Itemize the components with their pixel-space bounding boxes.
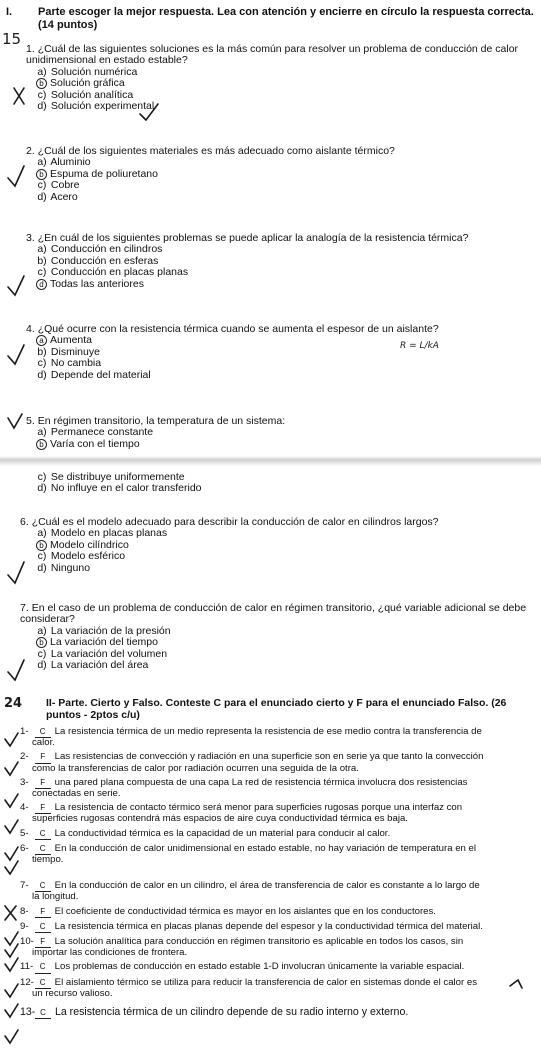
q5-option-a[interactable]: a) Permanece constante	[37, 426, 154, 439]
tf-check-11-icon	[5, 984, 18, 997]
tf-wrong-7-icon	[5, 906, 16, 920]
tf-item-12: 12- C El aislamiento térmico se utiliza para reducir la transferencia de calor en sistemas donde el calor es un recurso valioso.	[20, 976, 477, 999]
tf-answer-6[interactable]: C	[35, 844, 51, 855]
q4-option-b[interactable]: b) Disminuye	[37, 345, 100, 358]
q3-option-a[interactable]: a) Conducción en cilindros	[37, 243, 163, 256]
question-5: 5. En régimen transitorio, la temperatura de un sistema: a) Permanece constante b Varía con el tiempo	[20, 416, 535, 450]
question-2-text: ¿Cuál de los siguientes materiales es más adecuado como aislante térmico?	[37, 145, 395, 157]
q3-option-b[interactable]: b) Conducción en esferas	[37, 254, 159, 267]
question-2: 2. ¿Cuál de los siguientes materiales es más adecuado como aislante térmico? a) Aluminio b Espuma de poliuretano c) Cobre d) Acero	[20, 146, 535, 203]
tf-check-9-icon	[5, 944, 18, 957]
tf-check-2-icon	[5, 762, 18, 775]
tf-item-11: 11- C Los problemas de conducción en estado estable 1-D involucran únicamente la variable espacial.	[20, 961, 465, 973]
section1-roman: I.	[6, 6, 13, 18]
tf-item-7: 7- C En la conducción de calor en un cilindro, el área de transferencia de calor es constante a lo largo de la longitud.	[20, 880, 480, 903]
question-4: 4. ¿Qué ocurre con la resistencia térmica cuando se aumenta el espesor de un aislante? a Aumenta b) Disminuye c) No cambia d) Depende del material	[20, 324, 535, 381]
tf-answer-3[interactable]: F	[35, 778, 51, 789]
section1-score-handwritten: 15	[2, 30, 22, 48]
tf-answer-11[interactable]: C	[35, 962, 51, 973]
q3-option-c[interactable]: c) Conducción en placas planas	[37, 266, 189, 279]
q3-option-d[interactable]: d Todas las anteriores	[36, 279, 535, 290]
tf-item-3: 3- F una pared plana compuesta de una capa La red de resistencia térmica involucra dos resistencias conectadas en serie.	[20, 776, 468, 800]
question-6: 6. ¿Cuál es el modelo adecuado para describir la conducción de calor en cilindros largos? a) Modelo en placas planas b Modelo cilíndrico c) Modelo esférico d) Ninguno	[20, 517, 535, 574]
question-7: 7. En el caso de un problema de conducción de calor en régimen transitorio, ¿qué variable adicional se debe considerar? a) La variación de la presión b La variación del tiempo c) La variación del volumen d) La variación del área	[20, 603, 535, 671]
q4-check-mark-icon	[8, 345, 24, 364]
tf-item-2: 2- F Las resistencias de convección y radiación en una superficie son en serie ya que tanto la convección como la transferencias de calor por radiación ocurren una seguida de la otra.	[20, 751, 484, 774]
q7-check-mark-icon	[8, 660, 24, 680]
q2-option-c[interactable]: c) Cobre	[37, 179, 80, 192]
tf-answer-2[interactable]: F	[35, 752, 51, 763]
margin-pen-stroke-icon	[510, 980, 522, 988]
tf-item-13: 13- C La resistencia térmica de un cilindro depende de su radio interno y externo.	[20, 1006, 409, 1019]
q7-option-a[interactable]: a) La variación de la presión	[37, 624, 171, 637]
tf-check-8-icon	[5, 932, 18, 945]
tf-check-1-icon	[5, 733, 18, 746]
q1-check-mark-icon	[140, 104, 158, 120]
section2-score-handwritten: 24	[4, 696, 23, 711]
tf-answer-5[interactable]: C	[35, 829, 51, 840]
q5-option-d[interactable]: d) No influye en el calor transferido	[37, 482, 202, 495]
q5-mark-icon	[8, 414, 22, 428]
tf-answer-7[interactable]: C	[35, 881, 51, 892]
tf-check-10-icon	[5, 958, 18, 971]
q7-option-c[interactable]: c) La variación del volumen	[37, 647, 168, 660]
q6-check-mark-icon	[8, 562, 24, 583]
tf-check-5-icon	[5, 847, 18, 860]
q6-option-d[interactable]: d) Ninguno	[37, 561, 91, 574]
tf-item-6: 6- C En la conducción de calor unidimensional en estado estable, no hay variación de temperatura en el tiempo.	[20, 842, 477, 866]
q7-option-b[interactable]: b La variación del tiempo	[36, 637, 535, 648]
q4-option-c[interactable]: c) No cambia	[37, 357, 102, 370]
margin-formula-handwritten: R = L/kA	[400, 341, 439, 351]
tf-check-12-icon	[5, 1004, 18, 1017]
tf-check-13-icon	[5, 1030, 18, 1043]
q2-check-mark-icon	[8, 166, 24, 186]
question-1: 1. ¿Cuál de las siguientes soluciones es la más común para resolver un problema de conducción de calor unidimensional en estado estable? a) Solución numérica b Solución gráfica c) Solución analítica d) Solución experimental	[20, 44, 535, 112]
tf-answer-12[interactable]: C	[35, 978, 51, 989]
tf-item-9: 9- C La resistencia térmica en placas planas depende del espesor y la conductividad térmica del material.	[20, 920, 483, 932]
q4-option-d[interactable]: d) Depende del material	[37, 368, 151, 381]
tf-check-6-icon	[5, 861, 18, 874]
q5-option-b[interactable]: b Varía con el tiempo	[36, 439, 535, 450]
q6-option-b[interactable]: b Modelo cilíndrico	[36, 540, 535, 551]
tf-item-4: 4- F La resistencia de contacto térmico será menor para superficies rugosas porque una interfaz con superficies rugosas contendrá más espacios de aire cuya conductividad térmica es baja.	[20, 802, 463, 825]
question-3-text: ¿En cuál de los siguientes problemas se puede aplicar la analogía de la resistencia térmica?	[37, 232, 469, 244]
q6-option-c[interactable]: c) Modelo esférico	[37, 550, 126, 563]
question-6-text: ¿Cuál es el modelo adecuado para describir la conducción de calor en cilindros largos?	[31, 516, 439, 528]
q1-option-b[interactable]: b Solución gráfica	[36, 78, 535, 89]
tf-item-10: 10- F La solución analítica para conducción en régimen transitorio es aplicable en todos los casos, sin importar las condiciones de frontera.	[20, 936, 464, 959]
question-5-text: En régimen transitorio, la temperatura de un sistema:	[37, 415, 286, 427]
section1-points: (14 puntos)	[38, 19, 98, 31]
tf-check-4-icon	[5, 820, 18, 833]
q2-option-b[interactable]: b Espuma de poliuretano	[36, 169, 535, 180]
q2-option-a[interactable]: a) Aluminio	[37, 156, 91, 169]
q5-option-c[interactable]: c) Se distribuye uniformemente	[37, 471, 185, 483]
tf-answer-8[interactable]: F	[35, 907, 51, 918]
question-4-text: ¿Qué ocurre con la resistencia térmica cuando se aumenta el espesor de un aislante?	[37, 323, 439, 335]
tf-answer-4[interactable]: F	[35, 803, 51, 814]
tf-answer-1[interactable]: C	[35, 727, 51, 738]
tf-item-8: 8- F El coeficiente de conductividad térmica es mayor en los aislantes que en los conductores.	[20, 905, 436, 917]
q1-wrong-mark-icon	[14, 88, 24, 104]
q1-option-a[interactable]: a) Solución numérica	[37, 65, 138, 78]
tf-item-5: 5- C La conductividad térmica es la capacidad de un material para conducir al calor.	[20, 827, 391, 839]
tf-answer-9[interactable]: C	[35, 922, 51, 933]
q7-option-d[interactable]: d) La variación del área	[37, 659, 149, 672]
q3-check-mark-icon	[8, 276, 24, 295]
tf-answer-10[interactable]: F	[35, 937, 51, 948]
q1-option-d[interactable]: d) Solución experimental	[37, 100, 155, 113]
q4-option-a[interactable]: a Aumenta	[36, 335, 535, 346]
question-1-text: ¿Cuál de las siguientes soluciones es la más común para resolver un problema de conducción de calor unidimensional en estado estable?	[26, 43, 519, 67]
section2-title: II- Parte. Cierto y Falso. Conteste C para el enunciado cierto y F para el enunciado Falso. (26 puntos - 2ptos c/u)	[46, 697, 507, 721]
question-3: 3. ¿En cuál de los siguientes problemas se puede aplicar la analogía de la resistencia térmica? a) Conducción en cilindros b) Conducción en esferas c) Conducción en placas planas d Todas las anteriores	[20, 233, 535, 290]
section1-title: Parte escoger la mejor respuesta. Lea con atención y encierre en círculo la respuesta correcta.	[38, 6, 534, 18]
tf-answer-13[interactable]: C	[35, 1008, 51, 1019]
question-7-text: En el caso de un problema de conducción de calor en régimen transitorio, ¿qué variable adicional se debe considerar?	[20, 602, 527, 626]
q6-option-a[interactable]: a) Modelo en placas planas	[37, 527, 168, 540]
q2-option-d[interactable]: d) Acero	[37, 190, 78, 203]
tf-check-3-icon	[5, 794, 18, 807]
tf-item-1: 1- C La resistencia térmica de un medio representa la resistencia de ese medio contra la transferencia de calor.	[20, 726, 482, 749]
q1-option-c[interactable]: c) Solución analítica	[37, 88, 134, 101]
